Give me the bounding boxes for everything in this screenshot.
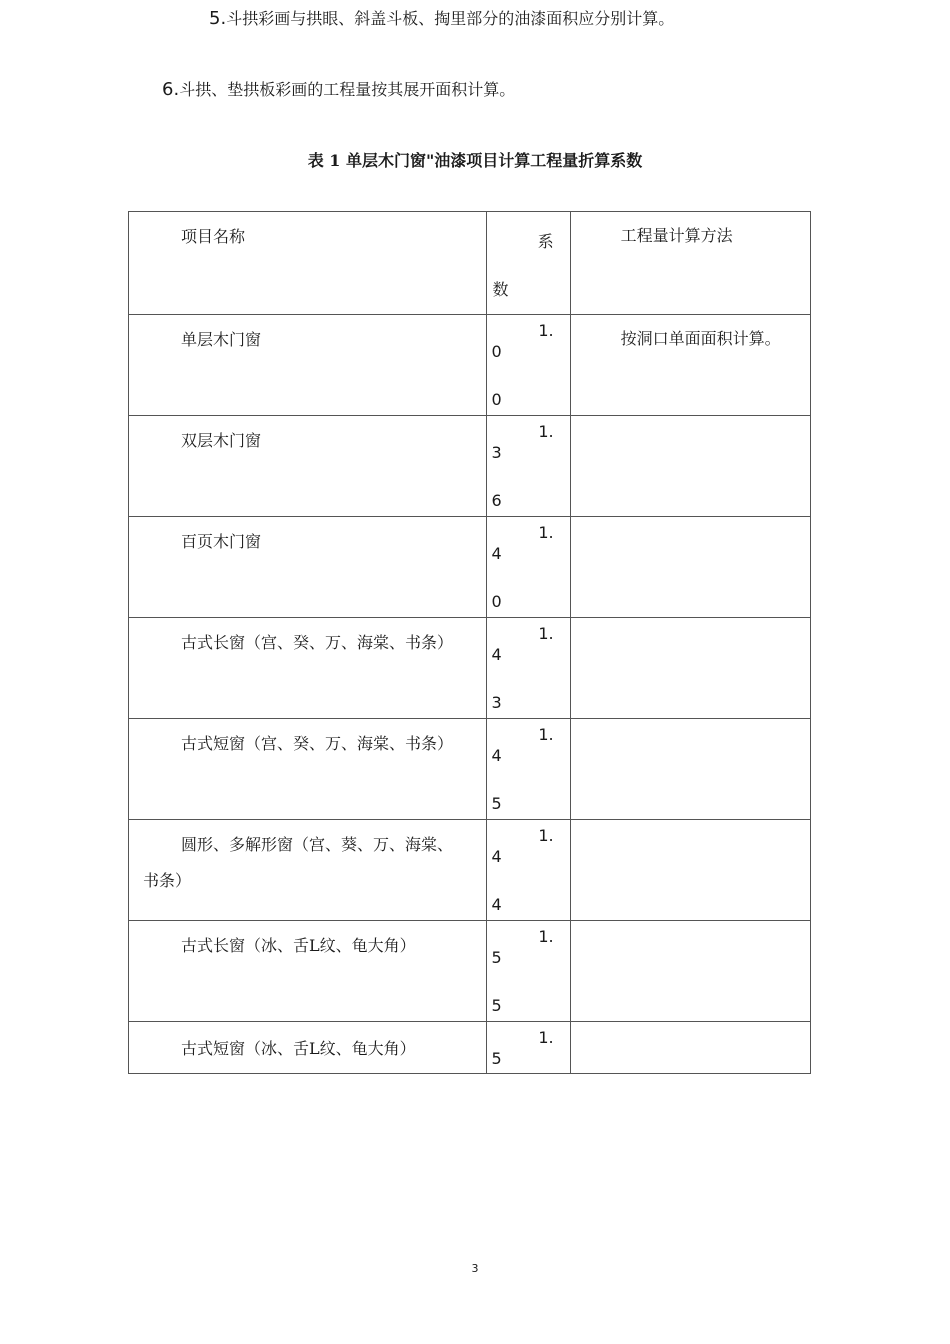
row-coef-cell — [486, 1022, 570, 1074]
coef-digit-1: 1. — [538, 321, 554, 340]
coef-digit-3: 0 — [491, 390, 502, 409]
coef-digit-1: 1. — [538, 422, 554, 441]
table-row — [129, 618, 811, 719]
coef-digit-1: 1. — [538, 624, 554, 643]
row-name-cell — [129, 618, 487, 719]
header-method-cell — [570, 212, 810, 315]
coef-digit-2: 4 — [491, 746, 502, 765]
row-name: 圆形、多解形窗（宫、葵、万、海棠、 — [181, 835, 454, 854]
coef-digit-2: 0 — [491, 342, 502, 361]
row-name-continuation: 书条） — [143, 871, 192, 890]
table-row — [129, 517, 811, 618]
header-name-cell — [129, 212, 487, 315]
row-name: 古式短窗（宫、癸、万、海棠、书条） — [181, 734, 454, 753]
row-method — [571, 820, 810, 834]
row-method — [571, 517, 810, 531]
row-name: 百页木门窗 — [181, 532, 262, 551]
row-name-cell — [129, 1022, 487, 1074]
row-method — [571, 618, 810, 632]
row-name-cell — [129, 820, 487, 921]
row-method — [571, 1022, 810, 1036]
coef-digit-2: 4 — [491, 544, 502, 563]
header-coef-part1: 系 — [537, 232, 554, 251]
coef-digit-1: 1. — [538, 1028, 554, 1047]
coef-digit-3: 0 — [491, 592, 502, 611]
header-name: 项目名称 — [181, 227, 246, 246]
row-method: 按洞口单面面积计算。 — [620, 329, 781, 348]
table-row — [129, 921, 811, 1022]
paragraph-5-number: 5. — [209, 8, 227, 29]
row-coef-cell — [486, 315, 570, 416]
row-name: 双层木门窗 — [181, 431, 262, 450]
paragraph-6-text: 斗拱、垫拱板彩画的工程量按其展开面积计算。 — [179, 80, 516, 99]
row-method-cell — [570, 618, 810, 719]
row-name-cell — [129, 416, 487, 517]
table-header-row — [129, 212, 811, 315]
coef-digit-2: 3 — [491, 443, 502, 462]
header-method: 工程量计算方法 — [620, 226, 733, 245]
table-row — [129, 1022, 811, 1074]
row-name-cell — [129, 719, 487, 820]
table-row — [129, 416, 811, 517]
row-method-cell — [570, 921, 810, 1022]
paragraph-5 — [209, 9, 674, 29]
header-coef-cell — [486, 212, 570, 315]
coef-digit-3: 6 — [491, 491, 502, 510]
page-number: 3 — [471, 1262, 479, 1275]
row-coef-cell — [486, 719, 570, 820]
coef-digit-3: 5 — [491, 794, 502, 813]
row-coef-cell — [486, 416, 570, 517]
coef-digit-3: 5 — [491, 996, 502, 1015]
paragraph-5-text: 斗拱彩画与拱眼、斜盖斗板、掏里部分的油漆面积应分别计算。 — [226, 9, 675, 28]
row-name: 古式长窗（宫、癸、万、海棠、书条） — [181, 633, 454, 652]
row-name: 古式长窗（冰、舌L纹、龟大角） — [181, 936, 416, 955]
row-method-cell — [570, 1022, 810, 1074]
row-method-cell — [570, 820, 810, 921]
row-method — [571, 416, 810, 430]
row-coef-cell — [486, 618, 570, 719]
row-method-cell — [570, 315, 810, 416]
row-coef-cell — [486, 820, 570, 921]
row-method — [571, 921, 810, 935]
row-name-cell — [129, 315, 487, 416]
coefficient-table — [128, 211, 811, 1074]
coef-digit-3: 4 — [491, 895, 502, 914]
table-row — [129, 719, 811, 820]
row-method — [571, 719, 810, 733]
coef-digit-2: 5 — [491, 1049, 502, 1068]
row-name: 单层木门窗 — [181, 330, 262, 349]
coef-digit-2: 4 — [491, 847, 502, 866]
coef-digit-2: 4 — [491, 645, 502, 664]
table-row — [129, 315, 811, 416]
table-caption: 表 1 单层木门窗"油漆项目计算工程量折算系数 — [307, 151, 643, 170]
row-method-cell — [570, 416, 810, 517]
row-name-cell — [129, 517, 487, 618]
coef-digit-1: 1. — [538, 927, 554, 946]
coef-digit-2: 5 — [491, 948, 502, 967]
row-coef-cell — [486, 921, 570, 1022]
coef-digit-1: 1. — [538, 826, 554, 845]
paragraph-6 — [162, 80, 515, 100]
row-name-cell — [129, 921, 487, 1022]
coef-digit-3: 3 — [491, 693, 502, 712]
table-row — [129, 820, 811, 921]
row-coef-cell — [486, 517, 570, 618]
row-method-cell — [570, 517, 810, 618]
row-method-cell — [570, 719, 810, 820]
coef-digit-1: 1. — [538, 725, 554, 744]
paragraph-6-number: 6. — [162, 79, 180, 100]
header-coef-part2: 数 — [492, 280, 509, 299]
coef-digit-1: 1. — [538, 523, 554, 542]
row-name: 古式短窗（冰、舌L纹、龟大角） — [181, 1039, 416, 1058]
